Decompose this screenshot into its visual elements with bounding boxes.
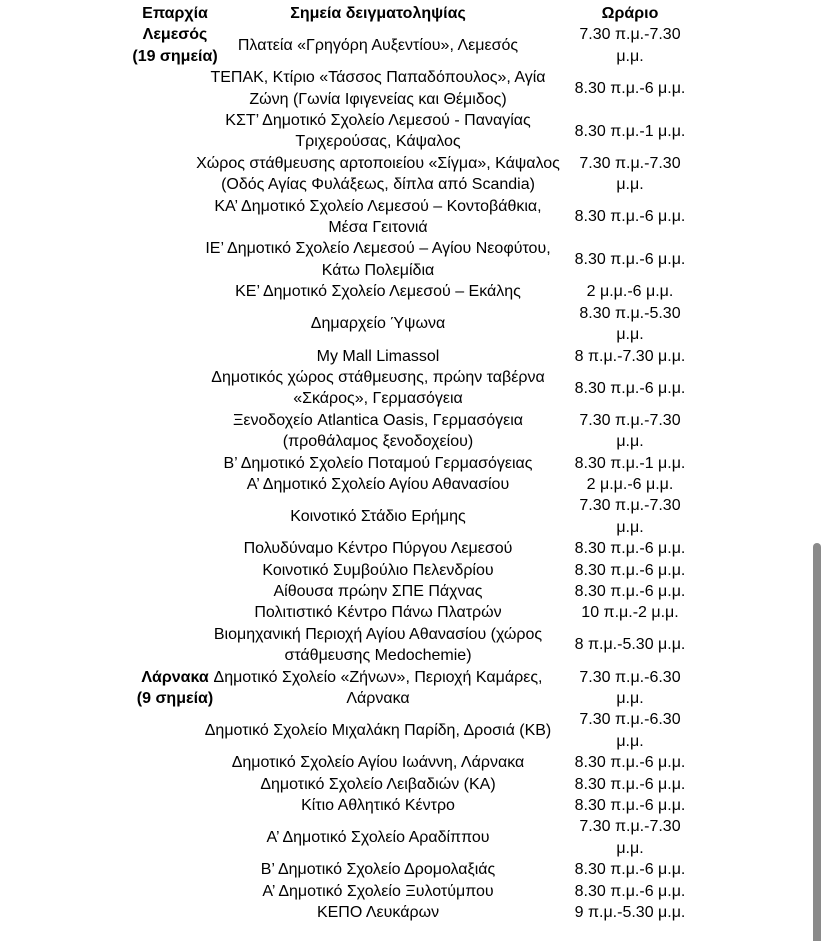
hours-cell: 8.30 π.μ.-6 μ.μ. <box>574 251 686 269</box>
location-cell: Πολυδύναμο Κέντρο Πύργου Λεμεσού <box>243 540 513 558</box>
location-cell: Δημοτικό Σχολείο Αγίου Ιωάννη, Λάρνακα <box>231 754 525 772</box>
location-cell: Δημαρχείο Ύψωνα <box>310 315 446 333</box>
hours-cell: 8.30 π.μ.-6 μ.μ. <box>574 582 686 600</box>
hours-cell: 8.30 π.μ.-6 μ.μ. <box>574 540 686 558</box>
location-cell: Α’ Δημοτικό Σχολείο Αγίου Αθανασίου <box>246 475 510 493</box>
location-cell: Κοινοτικό Στάδιο Ερήμης <box>290 508 466 526</box>
table-row <box>0 153 828 196</box>
hours-cell: 8.30 π.μ.-6 μ.μ. <box>574 208 686 226</box>
location-cell: Δημοτικό Σχολείο Μιχαλάκη Παρίδη, Δροσιά (ΚΒ) <box>204 722 552 740</box>
location-cell: Δημοτικός χώρος στάθμευσης, πρώην ταβέρνα «Σκάρος», Γερμασόγεια <box>211 368 545 408</box>
table-row <box>0 624 828 667</box>
location-cell: Δημοτικό Σχολείο «Ζήνων», Περιοχή Καμάρες, Λάρνακα <box>213 668 543 707</box>
location-cell: Β’ Δημοτικό Σχολείο Δρομολαξιάς <box>260 861 496 879</box>
location-cell: ΚΕΠΟ Λευκάρων <box>316 904 440 922</box>
location-cell: Πολιτιστικό Κέντρο Πάνω Πλατρών <box>254 604 502 622</box>
hours-cell: 7.30 π.μ.-7.30 μ.μ. <box>579 497 681 536</box>
province-name: Λάρνακα <box>141 668 209 686</box>
hours-cell: 7.30 π.μ.-7.30 μ.μ. <box>579 26 681 65</box>
location-cell: My Mall Limassol <box>316 347 440 365</box>
table-row <box>0 709 828 752</box>
hours-cell: 8.30 π.μ.-6 μ.μ. <box>574 561 686 579</box>
table-row <box>0 752 828 773</box>
hours-cell: 7.30 π.μ.-7.30 μ.μ. <box>579 818 681 857</box>
table-row <box>0 346 828 367</box>
location-cell: Α’ Δημοτικό Σχολείο Ξυλοτύμπου <box>262 882 494 900</box>
table-row <box>0 367 828 410</box>
hours-cell: 10 π.μ.-2 μ.μ. <box>581 604 679 622</box>
hours-cell: 8.30 π.μ.-6 μ.μ. <box>574 861 686 879</box>
table-row <box>0 67 828 110</box>
location-cell: Ξενοδοχείο Atlantica Oasis, Γερμασόγεια (προθάλαμος ξενοδοχείου) <box>232 411 524 451</box>
location-cell: Πλατεία «Γρηγόρη Αυξεντίου», Λεμεσός <box>237 37 519 55</box>
location-cell: ΤΕΠΑΚ, Κτίριο «Τάσσος Παπαδόπουλος», Αγία Ζώνη (Γωνία Ιφιγενείας και Θέμιδος) <box>210 69 546 108</box>
province-name: Λεμεσός <box>142 26 208 44</box>
hours-cell: 8 π.μ.-7.30 μ.μ. <box>574 347 686 365</box>
hours-cell: 8.30 π.μ.-6 μ.μ. <box>574 379 686 397</box>
table-row <box>0 560 828 581</box>
location-cell: ΚΕ’ Δημοτικό Σχολείο Λεμεσού – Εκάλης <box>235 283 521 301</box>
province-count: (19 σημεία) <box>132 47 218 65</box>
location-cell: Β’ Δημοτικό Σχολείο Ποταμού Γερμασόγειας <box>223 454 533 472</box>
location-cell: Αίθουσα πρώην ΣΠΕ Πάχνας <box>273 582 483 600</box>
hours-cell: 9 π.μ.-5.30 μ.μ. <box>574 904 686 922</box>
hours-cell: 8 π.μ.-5.30 μ.μ. <box>574 636 686 654</box>
table-row <box>0 474 828 495</box>
table-row <box>0 110 828 153</box>
table-row <box>0 410 828 453</box>
hours-cell: 8.30 π.μ.-6 μ.μ. <box>574 79 686 97</box>
header-hours: Ωράριο <box>601 5 659 22</box>
table-row <box>0 902 828 923</box>
table-row <box>0 774 828 795</box>
location-cell: Βιομηχανική Περιοχή Αγίου Αθανασίου (χώρος στάθμευσης Medochemie) <box>213 625 543 665</box>
hours-cell: 8.30 π.μ.-1 μ.μ. <box>574 122 686 140</box>
hours-cell: 7.30 π.μ.-7.30 μ.μ. <box>579 411 681 451</box>
table-row <box>0 538 828 559</box>
location-cell: ΚΣΤ’ Δημοτικό Σχολείο Λεμεσού - Παναγίας Τριχερούσας, Κάψαλος <box>225 112 531 151</box>
table-row <box>0 238 828 281</box>
header-province: Επαρχία <box>142 5 208 22</box>
hours-cell: 8.30 π.μ.-6 μ.μ. <box>574 754 686 772</box>
hours-cell: 8.30 π.μ.-5.30 μ.μ. <box>579 304 681 344</box>
hours-cell: 2 μ.μ.-6 μ.μ. <box>586 475 674 493</box>
location-cell: Κίτιο Αθλητικό Κέντρο <box>301 797 455 815</box>
table-row <box>0 495 828 538</box>
hours-cell: 8.30 π.μ.-6 μ.μ. <box>574 882 686 900</box>
header-locations: Σημεία δειγματοληψίας <box>290 5 466 22</box>
table-row <box>0 453 828 474</box>
table-row <box>0 581 828 602</box>
table-row <box>0 24 828 67</box>
table-body <box>0 24 828 923</box>
hours-cell: 8.30 π.μ.-6 μ.μ. <box>574 797 686 815</box>
location-cell: Κοινοτικό Συμβούλιο Πελενδρίου <box>262 561 494 579</box>
hours-cell: 8.30 π.μ.-1 μ.μ. <box>574 454 686 472</box>
table-row <box>0 816 828 859</box>
table-row <box>0 196 828 239</box>
location-cell: Α’ Δημοτικό Σχολείο Αραδίππου <box>266 829 490 847</box>
table-row <box>0 795 828 816</box>
location-cell: Δημοτικό Σχολείο Λειβαδιών (ΚΑ) <box>260 775 496 793</box>
hours-cell: 7.30 π.μ.-6.30 μ.μ. <box>579 668 681 707</box>
hours-cell: 7.30 π.μ.-7.30 μ.μ. <box>579 154 681 194</box>
hours-cell: 7.30 π.μ.-6.30 μ.μ. <box>579 711 681 750</box>
table-row <box>0 859 828 880</box>
table-row <box>0 303 828 346</box>
scrollbar-thumb[interactable] <box>813 543 821 941</box>
hours-cell: 8.30 π.μ.-6 μ.μ. <box>574 775 686 793</box>
table-row <box>0 281 828 302</box>
table-row <box>0 602 828 623</box>
location-cell: ΚΑ’ Δημοτικό Σχολείο Λεμεσού – Κοντοβάθκια, Μέσα Γειτονιά <box>214 197 542 237</box>
province-count: (9 σημεία) <box>136 690 214 707</box>
location-cell: Χώρος στάθμευσης αρτοποιείου «Σίγμα», Κάψαλος (Οδός Αγίας Φυλάξεως, δίπλα από Scandia) <box>196 154 560 194</box>
hours-cell: 2 μ.μ.-6 μ.μ. <box>586 283 674 301</box>
table-header-row <box>0 3 828 24</box>
location-cell: ΙΕ’ Δημοτικό Σχολείο Λεμεσού – Αγίου Νεοφύτου, Κάτω Πολεμίδια <box>205 240 551 279</box>
table-row <box>0 881 828 902</box>
table-row <box>0 667 828 710</box>
